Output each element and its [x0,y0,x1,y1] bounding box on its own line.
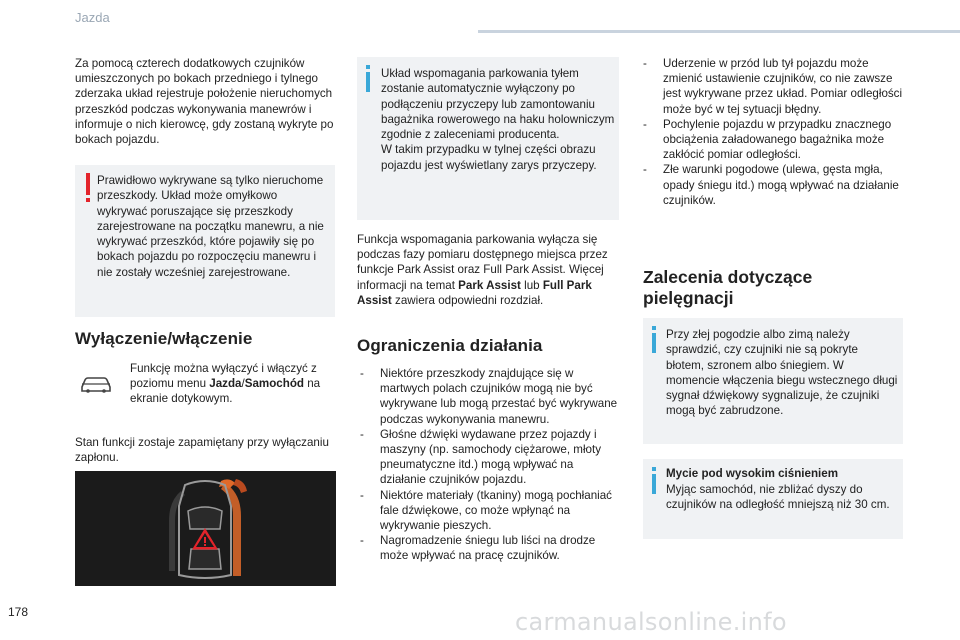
list-item: - Niektóre materiały (tkaniny) mogą pochłaniać fale dźwiękowe, co może wpłynąć na wykrywanie pieszych. [360,488,622,534]
heading-care: Zalecenia dotyczące pielęgnacji [643,267,813,308]
info-box-trailer [357,57,619,220]
section-header: Jazda [75,10,110,25]
info-icon [652,467,656,471]
warning-box [75,165,335,317]
info-icon-bar [652,474,656,494]
list-item: - Złe warunki pogodowe (ulewa, gęsta mgła, opady śniegu itd.) mogą wpływać na działanie czujników. [643,162,907,208]
exclamation-icon [86,173,90,195]
list-item: - Nagromadzenie śniegu lub liści na drodze może wpływać na pracę czujników. [360,533,622,563]
high-pressure-title: Mycie pod wysokim ciśnieniem [666,467,839,480]
trailer-info-text: Układ wspomagania parkowania tyłem zostanie automatycznie wyłączony po podłączeniu przyczepy lub zamontowaniu bagażnika rowerowego na haku holowniczym zgodnie z zaleceniami producenta. W takim przypadku w tylnej części obrazu pojazdu jest wyświetlany zarys przyczepy. [381,67,615,172]
page-number: 178 [8,605,29,619]
limitations-list [360,366,622,564]
exclamation-dot [86,198,90,202]
list-item: - Pochylenie pojazdu w przypadku znacznego obciążenia załadowanego bagażnika może zakłócić pomiar odległości. [643,117,907,163]
info-icon-bar [652,333,656,353]
list-item: - Głośne dźwięki wydawane przez pojazdy i maszyny (np. samochody ciężarowe, młoty pneumatyczne itd.) mogą wpływać na działanie czujników pojazdu. [360,427,622,488]
heading-disable-enable: Wyłączenie/włączenie [75,329,253,348]
list-item: - Uderzenie w przód lub tył pojazdu może zmienić ustawienie czujników, co nie zawsze jest wykrywane przez układ. Pomiar odległości może być w tej sytuacji błędny. [643,56,907,117]
car-outline-icon [79,373,113,395]
info-icon-bar [366,72,370,92]
heading-limitations: Ograniczenia działania [357,336,543,355]
parking-sensor-image [75,471,336,586]
header-rule [478,30,960,33]
watermark: carmanualsonline.info [515,608,787,636]
park-assist-paragraph: Funkcja wspomagania parkowania wyłącza się podczas fazy pomiaru dostępnego miejsca przez funkcje Park Assist oraz Full Park Assist. Więcej informacji na temat Park Assist lub Full Park Assist zawiera odpowiedni rozdział. [357,233,608,307]
info-icon [652,326,656,330]
care-info-box [643,318,903,444]
menu-instruction: Funkcję można wyłączyć i włączyć z poziomu menu Jazda/Samochód na ekranie dotykowym. [130,362,321,406]
info-icon [366,65,370,69]
limitations-list-continued [643,56,907,208]
care-text: Przy złej pogodzie albo zimą należy sprawdzić, czy czujniki nie są pokryte błotem, szronem albo śniegiem. W momencie włączenia biegu wstecznego długi sygnał dźwiękowy sygnalizuje, że czujniki mogą być zabrudzone. [666,328,898,418]
memory-paragraph: Stan funkcji zostaje zapamiętany przy wyłączaniu zapłonu. [75,436,329,465]
high-pressure-text: Myjąc samochód, nie zbliżać dyszy do czujników na odległość mniejszą niż 30 cm. [666,483,890,512]
intro-paragraph: Za pomocą czterech dodatkowych czujników umieszczonych po bokach przedniego i tylnego zderzaka układ rejestruje położenie nieruchomych przeszkód podczas wykonywania manewrów i informuje o nich kierowcę, gdy zostaną wykryte po bokach pojazdu. [75,57,334,147]
high-pressure-box [643,459,903,539]
warning-text: Prawidłowo wykrywane są tylko nieruchome przeszkody. Układ może omyłkowo wykrywać poruszające się przeszkody zarejestrowane na początku manewru, a nie wykrywać przeszkód, które pojawiły się po bokach pojazdu po rozpoczęciu manewru i nie zostały wcześniej zarejestrowane. [97,174,324,279]
list-item: - Niektóre przeszkody znajdujące się w martwych polach czujników mogą nie być wykrywane lub mogą przestać być wykrywane podczas wykonywania manewru. [360,366,622,427]
